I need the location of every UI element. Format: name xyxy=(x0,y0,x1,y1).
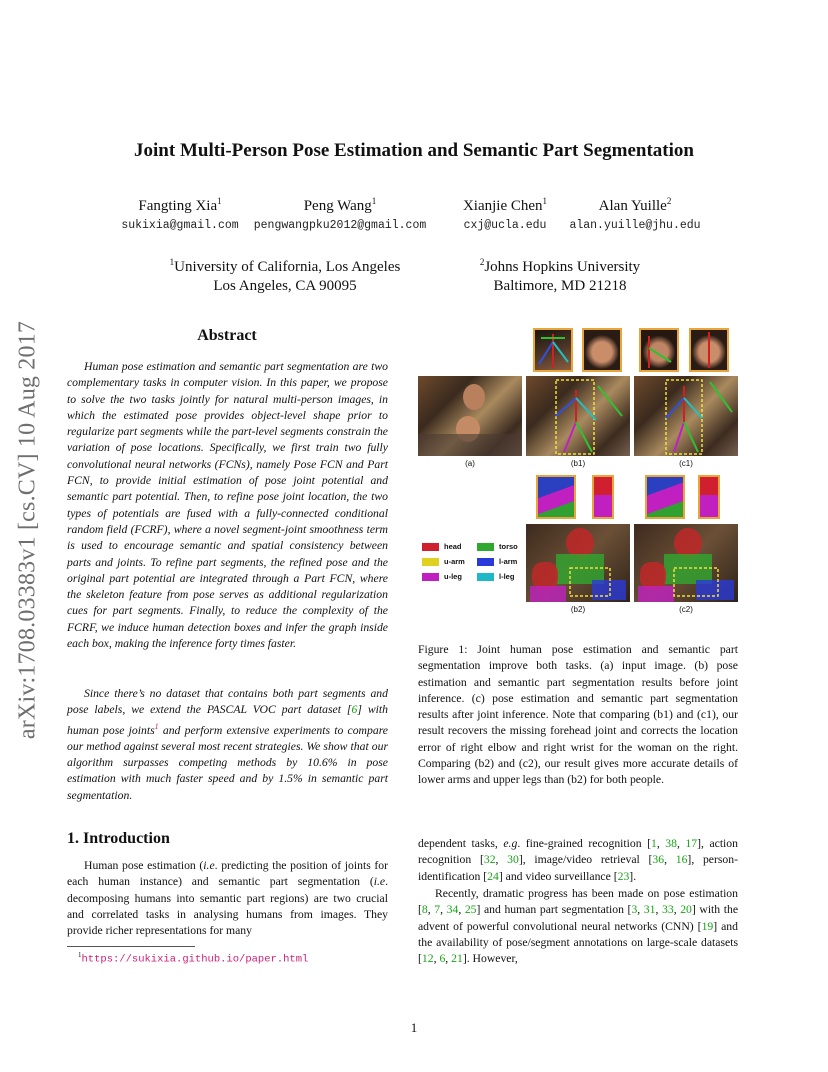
citation-link[interactable]: 1 xyxy=(651,837,657,850)
citation-link[interactable]: 34 xyxy=(446,903,459,917)
detection-box-overlay xyxy=(526,524,630,602)
footnote-link[interactable]: 1 xyxy=(154,721,159,731)
arxiv-stamp-text: arXiv:1708.03383v1 [cs.CV] 10 Aug 2017 xyxy=(14,320,41,740)
footnote-url-link[interactable]: https://sukixia.github.io/paper.html xyxy=(81,953,309,966)
author-2: Peng Wang$^1$ xyxy=(303,196,377,214)
arxiv-stamp xyxy=(10,290,46,770)
part-legend xyxy=(422,541,522,581)
author-1-email[interactable]: sukixia@gmail.com xyxy=(121,219,239,232)
pose-skeleton-overlay xyxy=(526,376,630,456)
face-crop-thumbnail xyxy=(639,328,679,372)
legend-swatch-u-leg xyxy=(422,573,439,581)
citation-link[interactable]: 3 xyxy=(631,903,638,917)
pose-result-image-c1 xyxy=(634,376,738,456)
author-3-email[interactable]: cxj@ucla.edu xyxy=(463,219,547,232)
figure-1 xyxy=(416,325,738,620)
fig-label-b1: (b1) xyxy=(570,459,586,468)
legend-swatch-l-leg xyxy=(477,573,494,581)
citation-link[interactable]: 17 xyxy=(685,837,698,850)
citation-link[interactable]: 36 xyxy=(652,853,665,867)
face-crop-thumbnail xyxy=(582,328,622,372)
pose-crop-thumbnail xyxy=(533,328,573,372)
skeleton-overlay xyxy=(691,330,727,370)
figure-1-caption: Figure 1: Joint human pose estimation and semantic part segmentation improve both tasks. (a) input image. (b) pose estimation and semantic part segmentation results before joint inference. (c) pose estimation and semantic part segmentation results after joint inference. Note that comparing (b1) and (c1), our result recovers the missing forehead joint and corrects the location error of right elbow and right wrist for the woman on the right. Comparing (b2) and (c2), our result gives more accurate details of lower arms and upper legs than (b2) for both people. xyxy=(418,643,738,787)
citation-link[interactable]: 20 xyxy=(680,903,692,917)
author-1: Fangting Xia$^1$ xyxy=(138,196,222,214)
citation-link[interactable]: 38 xyxy=(665,837,677,850)
citation-link[interactable]: 33 xyxy=(662,903,674,917)
segmentation-result-image-c2 xyxy=(634,524,738,602)
legend-label-u-arm: u-arm xyxy=(444,557,465,566)
legend-label-l-arm: l-arm xyxy=(499,557,518,566)
legend-swatch-l-arm xyxy=(477,558,494,566)
citation-link[interactable]: 7 xyxy=(434,903,441,917)
fig-label-a: (a) xyxy=(465,459,475,468)
abstract-heading: Abstract xyxy=(197,327,257,344)
intro-paragraph-left: Human pose estimation (i.e. predicting the position of joints for each human instance) and semantic part segmentation (i.e. decomposing humans into semantic part regions) are two crucial and correlated tasks in analysing humans from images. They provide richer representations for many xyxy=(67,859,388,938)
skeleton-overlay xyxy=(641,330,677,370)
segment-crop-thumbnail xyxy=(536,475,576,519)
segment-crop-thumbnail xyxy=(645,475,685,519)
footnote-rule xyxy=(67,946,195,947)
segment-crop-thumbnail xyxy=(698,475,720,519)
author-4: Alan Yuille$^2$ xyxy=(598,196,672,214)
intro-paragraph-right-1: dependent tasks, e.g. fine-grained recognition [1, 38, 17], action recognition [32, 30], image/video retrieval [36, 16], person-identification [24] and video surveillance [23]. xyxy=(418,837,738,883)
fig-label-c1: (c1) xyxy=(679,459,693,468)
legend-label-torso: torso xyxy=(499,542,518,551)
legend-label-u-leg: u-leg xyxy=(444,572,462,581)
author-4-email[interactable]: alan.yuille@jhu.edu xyxy=(569,219,701,232)
legend-swatch-head xyxy=(422,543,439,551)
fig-label-c2: (c2) xyxy=(679,605,693,614)
citation-link[interactable]: 19 xyxy=(701,919,714,933)
fig-label-b2: (b2) xyxy=(570,605,586,614)
skeleton-overlay xyxy=(535,330,571,370)
detection-box-overlay xyxy=(634,524,738,602)
paper-title: Joint Multi-Person Pose Estimation and Semantic Part Segmentation xyxy=(134,140,694,161)
affiliation-1: $^1$University of California, Los Angeles Los Angeles, CA 90095 xyxy=(169,257,401,294)
citation-link[interactable]: 25 xyxy=(464,903,477,917)
face-crop-thumbnail xyxy=(689,328,729,372)
pose-skeleton-overlay xyxy=(634,376,738,456)
citation-link[interactable]: 23 xyxy=(617,869,630,883)
author-2-email[interactable]: pengwangpku2012@gmail.com xyxy=(253,219,427,232)
pose-result-image-b1 xyxy=(526,376,630,456)
citation-link[interactable]: 30 xyxy=(507,853,519,867)
abstract-paragraph-1: Human pose estimation and semantic part segmentation are two complementary tasks in computer vision. In this paper, we propose to solve the two tasks jointly for natural multi-person images, in which the estimated pose provides object-level shape prior to regularize part segments while the part-level segments constrain the variation of pose locations. Specifically, we first train two fully convolutional neural networks (FCNs), namely Pose FCN and Part FCN, to provide initial estimation of pose joint potential and semantic part potential. Then, to refine pose joint location, the two types of potentials are fused with a fully-connected conditional random field (FCRF), where a novel segment-joint smoothness term is used to encourage semantic and spatial consistency between parts and joints. To refine part segments, the refined pose and the original part potential are integrated through a Part FCN, where the skeleton feature from pose serves as additional regularization cues for part segments. Finally, to reduce the complexity of the FCRF, we induce human detection boxes and infer the graph inside each box, making the inference forty times faster. xyxy=(67,360,388,651)
citation-link[interactable]: 24 xyxy=(487,869,499,883)
citation-link[interactable]: 31 xyxy=(643,903,656,917)
intro-heading: 1. Introduction xyxy=(67,830,170,847)
intro-paragraph-right-2: Recently, dramatic progress has been made on pose estimation [8, 7, 34, 25] and human part segmentation [3, 31, 33, 20] with the advent of powerful convolutional neural networks (CNN) [19] and the availability of pose/segment annotations on large-scale datasets [12, 6, 21]. However, xyxy=(418,887,739,966)
input-image xyxy=(418,376,522,456)
citation-link[interactable]: 32 xyxy=(483,853,496,867)
segment-crop-thumbnail xyxy=(592,475,614,519)
citation-link[interactable]: 8 xyxy=(421,903,428,917)
author-3: Xianjie Chen$^1$ xyxy=(462,196,548,214)
affiliation-2: $^2$Johns Hopkins University Baltimore, MD 21218 xyxy=(479,257,641,294)
segmentation-result-image-b2 xyxy=(526,524,630,602)
legend-swatch-u-arm xyxy=(422,558,439,566)
citation-link[interactable]: 6 xyxy=(439,952,446,966)
footnote: $^1$https://sukixia.github.io/paper.html xyxy=(78,951,309,966)
legend-label-l-leg: l-leg xyxy=(499,572,515,581)
legend-label-head: head xyxy=(444,542,462,551)
page-number: 1 xyxy=(410,1020,418,1035)
abstract-paragraph-2: Since there’s no dataset that contains both part segments and pose labels, we extend the PASCAL VOC part dataset [6] with human pose joints$^1$ and perform extensive experiments to compare our method against several most recent strategies. We show that our algorithm surpasses competing methods by 10.6% in pose estimation with much faster speed and by 1.5% in semantic part segmentation. xyxy=(67,687,388,802)
citation-link[interactable]: 12 xyxy=(421,952,434,966)
citation-link[interactable]: 6 xyxy=(351,703,358,717)
citation-link[interactable]: 16 xyxy=(675,853,688,867)
legend-swatch-torso xyxy=(477,543,494,551)
citation-link[interactable]: 21 xyxy=(451,952,463,966)
